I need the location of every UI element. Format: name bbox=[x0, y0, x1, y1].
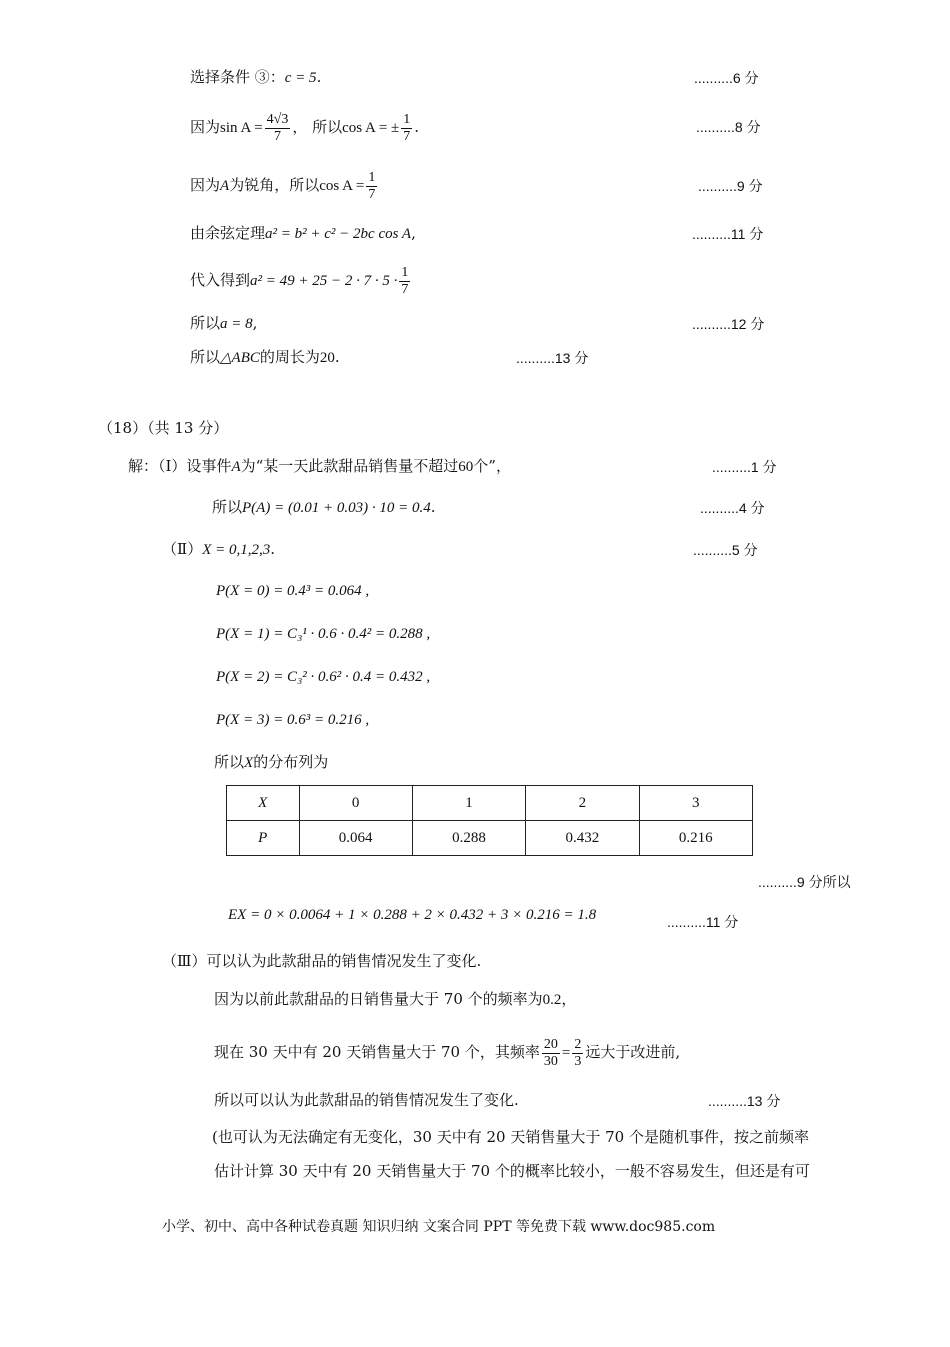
fraction bbox=[399, 265, 410, 298]
text: 选择条件 ③： bbox=[190, 68, 285, 86]
text: 为锐角，所以 bbox=[229, 176, 320, 194]
text: 远大于改进前, bbox=[585, 1043, 681, 1061]
math: A bbox=[231, 459, 241, 475]
text: 为“某一天此款甜品销售量不超过 bbox=[240, 457, 459, 475]
table-row bbox=[227, 821, 753, 856]
line-x-values bbox=[162, 538, 275, 561]
denominator: 7 bbox=[403, 128, 411, 144]
text: 因为 bbox=[190, 118, 221, 136]
line-current-freq bbox=[214, 1029, 680, 1076]
score-8: ..........8 分 bbox=[696, 119, 761, 135]
table-cell: 0 bbox=[299, 786, 412, 821]
line-substitute bbox=[190, 257, 412, 304]
prob-x0: P(X = 0) = 0.4³ = 0.064 , bbox=[216, 583, 370, 599]
prob-x1: P(X = 1) = C₃¹ · 0.6 · 0.4² = 0.288 , bbox=[216, 626, 431, 642]
prob-x2: P(X = 2) = C₃² · 0.6² · 0.4 = 0.432 , bbox=[216, 669, 431, 685]
line-conclusion: 所以可以认为此款甜品的销售情况发生了变化. bbox=[214, 1091, 519, 1109]
denominator: 7 bbox=[274, 128, 282, 144]
table-cell: 0.216 bbox=[639, 821, 752, 856]
fraction bbox=[401, 112, 412, 145]
math: a = 8 bbox=[220, 316, 253, 332]
math: cos A = ± bbox=[342, 120, 400, 136]
score-4: ..........4 分 bbox=[700, 500, 765, 516]
text: 所以 bbox=[190, 348, 221, 366]
table-cell: 0.064 bbox=[299, 821, 412, 856]
text: 由余弦定理 bbox=[190, 224, 266, 242]
denominator: 7 bbox=[368, 186, 376, 202]
text: . bbox=[316, 68, 322, 86]
table-cell: 3 bbox=[639, 786, 752, 821]
math: cos A = bbox=[319, 178, 365, 194]
score-13b: ..........13 分 bbox=[708, 1093, 781, 1109]
math: sin A = bbox=[220, 120, 263, 136]
fraction bbox=[265, 112, 291, 145]
score-9: ..........9 分 bbox=[698, 178, 763, 194]
line-condition-3 bbox=[190, 66, 321, 89]
math: a² = 49 + 25 − 2 · 7 · 5 · bbox=[250, 273, 398, 289]
text: 因为以前此款甜品的日销售量大于 70 个的频率为 bbox=[214, 990, 543, 1008]
line-alternative-2: 估计计算 30 天中有 20 天销售量大于 70 个的概率比较小，一般不容易发生，但还是有可 bbox=[214, 1162, 810, 1180]
score-6: ..........6 分 bbox=[694, 70, 759, 86]
math: △ABC bbox=[220, 350, 260, 366]
text: ， bbox=[561, 990, 577, 1008]
fraction bbox=[542, 1037, 560, 1070]
line-a-equals bbox=[190, 312, 257, 335]
numerator: 4√3 bbox=[266, 111, 289, 127]
score-11b: ..........11 分 bbox=[667, 914, 739, 930]
text: , bbox=[252, 314, 258, 332]
score-13a: ..........13 分 bbox=[516, 350, 589, 366]
math: = bbox=[561, 1045, 571, 1061]
numerator: 1 bbox=[403, 111, 411, 127]
numerator: 20 bbox=[543, 1036, 558, 1052]
score-11: ..........11 分 bbox=[692, 226, 764, 242]
question-18-header: （18）（共 13 分） bbox=[98, 419, 229, 437]
numerator: 1 bbox=[368, 169, 376, 185]
table-cell: 1 bbox=[412, 786, 525, 821]
line-part-3: （Ⅲ）可以认为此款甜品的销售情况发生了变化. bbox=[162, 952, 482, 970]
math: 20 bbox=[319, 350, 335, 366]
line-cosine-law bbox=[190, 222, 416, 245]
line-dist-intro bbox=[214, 751, 328, 774]
numerator: 1 bbox=[401, 264, 409, 280]
numerator: 2 bbox=[574, 1036, 582, 1052]
fraction bbox=[572, 1037, 583, 1070]
math: A bbox=[220, 178, 230, 194]
text: 的周长为 bbox=[259, 348, 320, 366]
table-cell: 2 bbox=[526, 786, 639, 821]
line-p-a bbox=[212, 496, 435, 519]
table-cell: P bbox=[227, 821, 300, 856]
text: （Ⅱ） bbox=[162, 540, 203, 558]
math: X = 0,1,2,3 bbox=[202, 542, 271, 558]
text: 个”， bbox=[473, 457, 511, 475]
table-cell: 0.432 bbox=[526, 821, 639, 856]
score-5: ..........5 分 bbox=[693, 542, 758, 558]
distribution-table bbox=[226, 785, 753, 856]
text: 所以 bbox=[214, 753, 245, 771]
line-event-a bbox=[128, 455, 511, 478]
text: , bbox=[411, 224, 416, 242]
table-row bbox=[227, 786, 753, 821]
text: 解：（Ⅰ）设事件 bbox=[128, 457, 232, 475]
line-previous-freq bbox=[214, 988, 576, 1011]
math: 0.2 bbox=[542, 992, 562, 1008]
text: 代入得到 bbox=[190, 271, 251, 289]
text: 所以 bbox=[190, 314, 221, 332]
score-12: ..........12 分 bbox=[692, 316, 765, 332]
denominator: 7 bbox=[401, 281, 409, 297]
text: 现在 30 天中有 20 天销售量大于 70 个，其频率 bbox=[214, 1043, 540, 1061]
denominator: 30 bbox=[543, 1053, 558, 1069]
math: 60 bbox=[458, 459, 474, 475]
math: P(A) = (0.01 + 0.03) · 10 = 0.4 bbox=[242, 500, 431, 516]
line-sin-a bbox=[190, 104, 419, 151]
line-alternative-1: (也可认为无法确定有无变化，30 天中有 20 天销售量大于 70 个是随机事件，按之前频率 bbox=[212, 1128, 809, 1146]
line-acute bbox=[190, 162, 379, 209]
text: 的分布列为 bbox=[253, 753, 329, 771]
line-perimeter bbox=[190, 346, 340, 369]
score-9b: ..........9 分所以 bbox=[758, 874, 851, 890]
table-cell: 0.288 bbox=[412, 821, 525, 856]
text: ， 所以 bbox=[292, 118, 343, 136]
expectation: EX = 0 × 0.0064 + 1 × 0.288 + 2 × 0.432 + 3 × 0.216 = 1.8 bbox=[228, 907, 597, 923]
math: a² = b² + c² − 2bc cos A bbox=[265, 226, 412, 242]
math: X bbox=[244, 755, 254, 771]
table-cell: X bbox=[227, 786, 300, 821]
text: . bbox=[430, 498, 436, 516]
denominator: 3 bbox=[574, 1053, 582, 1069]
prob-x3: P(X = 3) = 0.6³ = 0.216 , bbox=[216, 712, 370, 728]
text: . bbox=[270, 540, 276, 558]
text: 因为 bbox=[190, 176, 221, 194]
page-footer: 小学、初中、高中各种试卷真题 知识归纳 文案合同 PPT 等免费下载 www.doc985.com bbox=[162, 1219, 716, 1235]
text: . bbox=[334, 348, 340, 366]
math: c = 5 bbox=[284, 70, 317, 86]
text: . bbox=[414, 118, 420, 136]
text: 所以 bbox=[212, 498, 243, 516]
fraction bbox=[366, 170, 377, 203]
score-1: ..........1 分 bbox=[712, 459, 777, 475]
